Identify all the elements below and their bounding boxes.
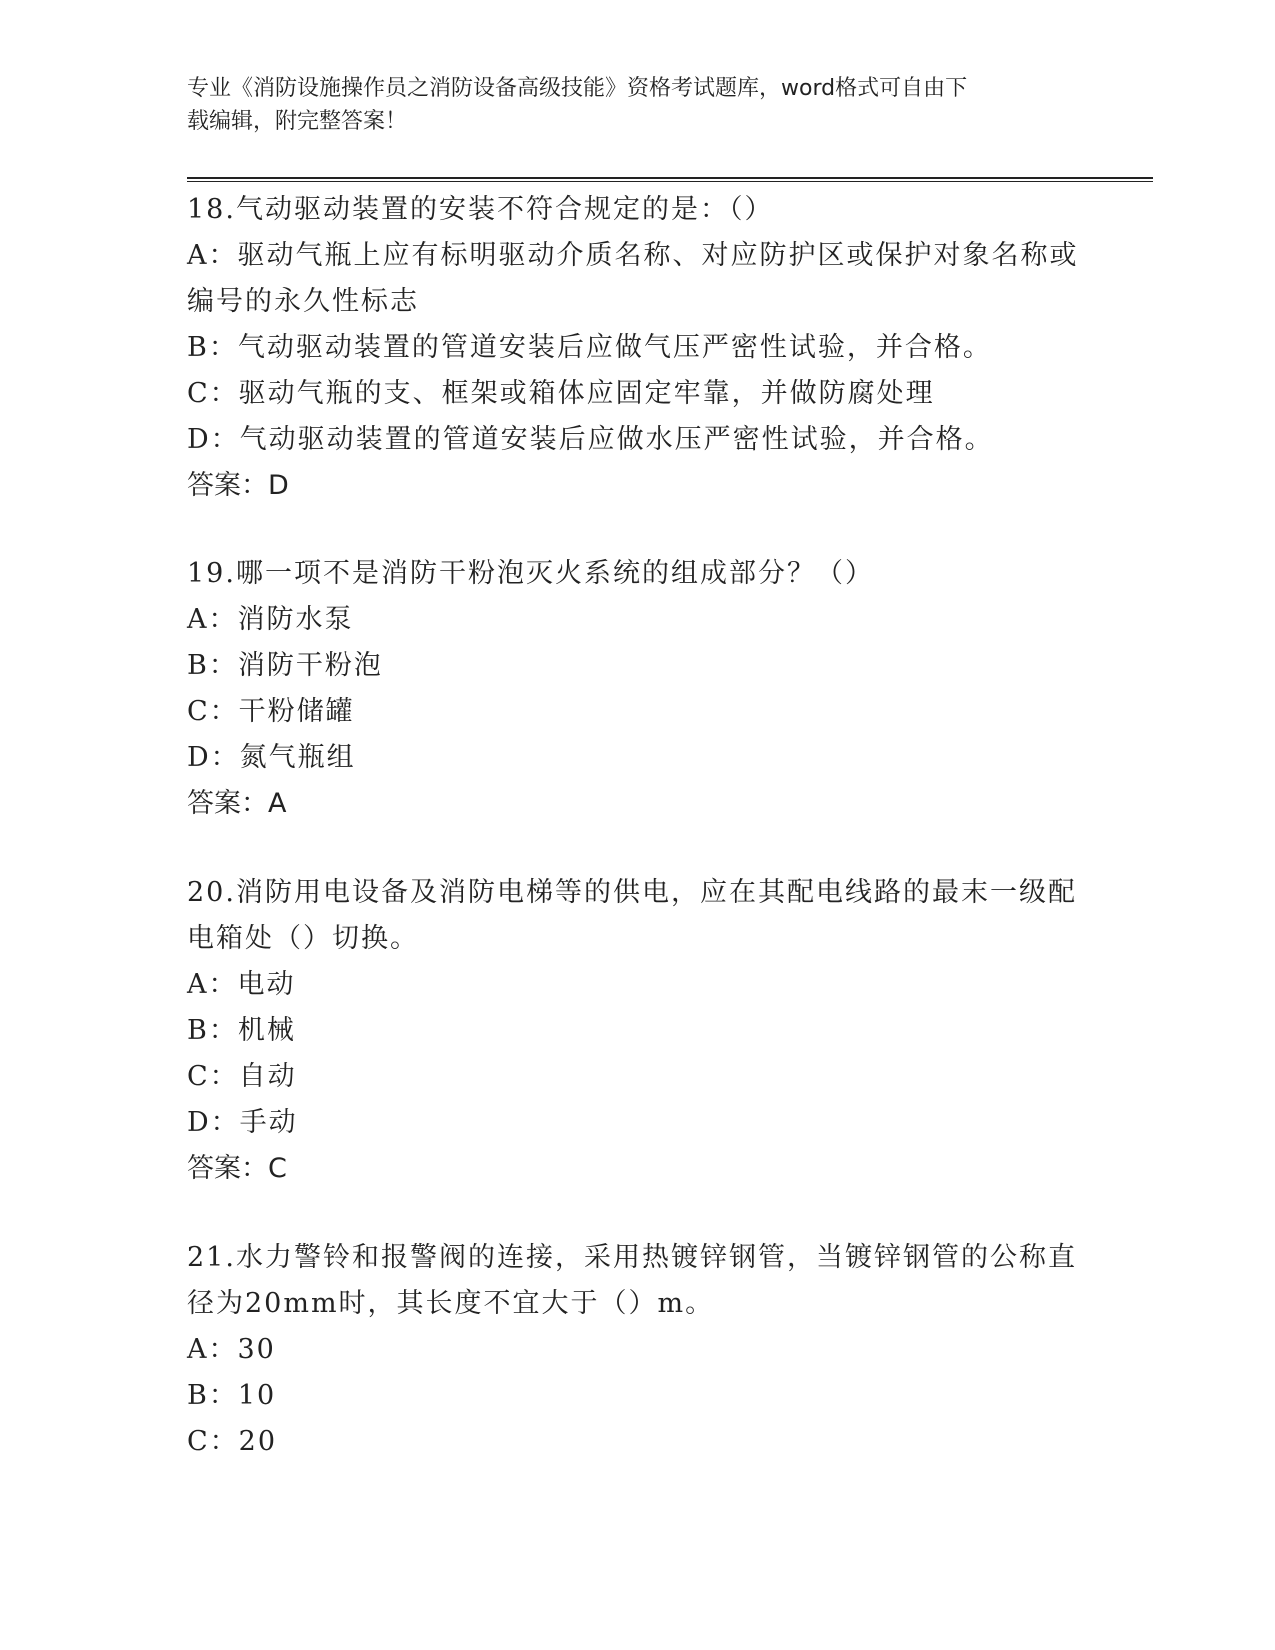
option-b: B：10: [187, 1380, 277, 1411]
option-a: A：30: [187, 1334, 276, 1365]
option-a: A：电动: [187, 969, 296, 1000]
option-a: A：驱动气瓶上应有标明驱动介质名称、对应防护区或保护对象名称或: [187, 240, 1079, 271]
question-stem-continued: 径为20mm时，其长度不宜大于（）m。: [187, 1288, 715, 1319]
option-c: C：干粉储罐: [187, 696, 355, 727]
option-d: D：气动驱动装置的管道安装后应做水压严密性试验，并合格。: [187, 424, 994, 455]
option-c: C：驱动气瓶的支、框架或箱体应固定牢靠，并做防腐处理: [187, 378, 935, 409]
question-stem-continued: 电箱处（）切换。: [187, 923, 419, 954]
document-header: [187, 72, 1067, 138]
header-line-1: 专业《消防设施操作员之消防设备高级技能》资格考试题库，word格式可自由下: [187, 76, 968, 101]
question-21: [187, 1235, 1077, 1465]
option-b: B：机械: [187, 1015, 296, 1046]
answer: 答案：D: [187, 470, 289, 501]
question-stem: 20.消防用电设备及消防电梯等的供电，应在其配电线路的最末一级配: [187, 877, 1077, 908]
question-18: [187, 187, 1077, 509]
option-a-continued: 编号的永久性标志: [187, 286, 419, 317]
question-stem: 19.哪一项不是消防干粉泡灭火系统的组成部分？（）: [187, 558, 874, 589]
option-c: C：自动: [187, 1061, 297, 1092]
question-19: [187, 551, 1077, 827]
option-c: C：20: [187, 1426, 278, 1457]
question-20: [187, 870, 1077, 1192]
option-b: B：气动驱动装置的管道安装后应做气压严密性试验，并合格。: [187, 332, 992, 363]
option-a: A：消防水泵: [187, 604, 354, 635]
option-b: B：消防干粉泡: [187, 650, 383, 681]
answer: 答案：A: [187, 788, 287, 819]
question-stem: 21.水力警铃和报警阀的连接，采用热镀锌钢管，当镀锌钢管的公称直: [187, 1242, 1077, 1273]
header-divider-thick: [187, 177, 1153, 179]
header-line-2: 载编辑，附完整答案！: [187, 109, 408, 134]
option-d: D：氮气瓶组: [187, 742, 356, 773]
question-stem: 18.气动驱动装置的安装不符合规定的是：（）: [187, 194, 774, 225]
option-d: D：手动: [187, 1107, 298, 1138]
header-divider-thin: [187, 181, 1153, 182]
answer: 答案：C: [187, 1153, 287, 1184]
